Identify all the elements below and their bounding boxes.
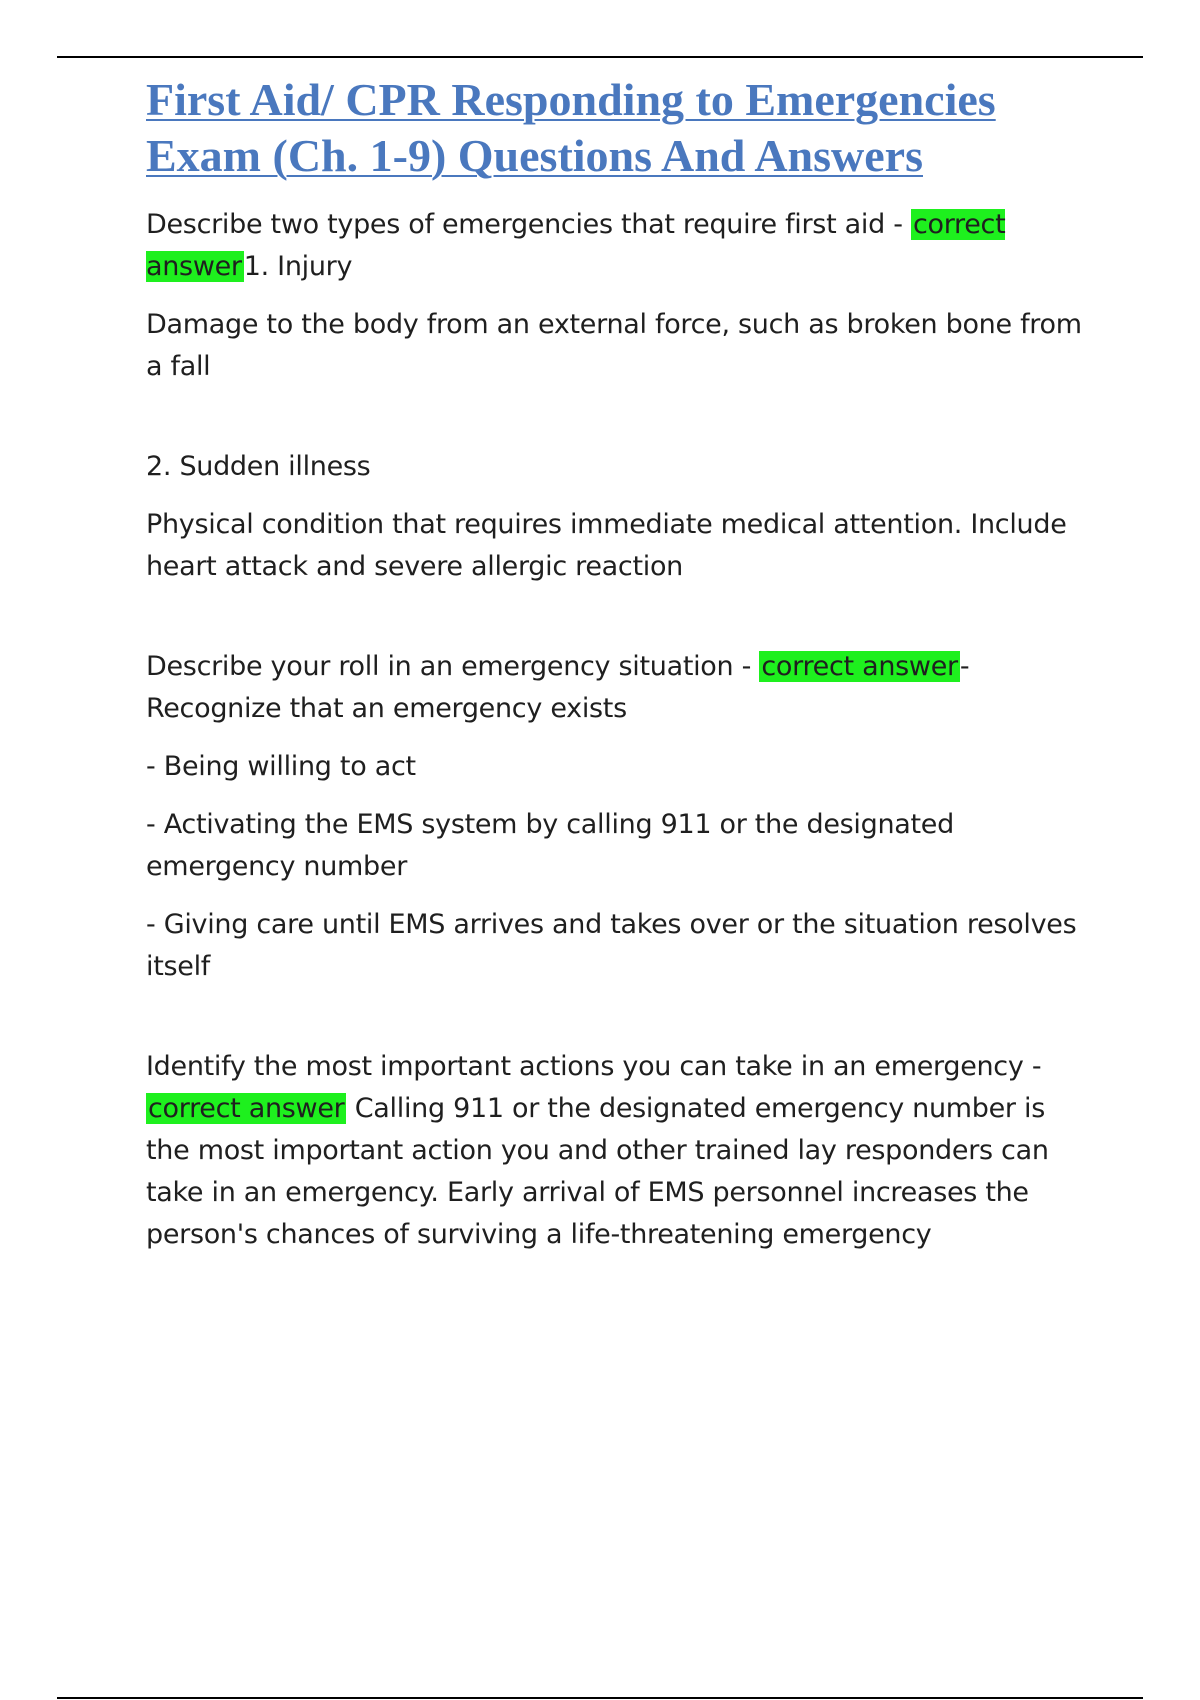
answer-1-line-3: 2. Sudden illness: [146, 451, 371, 482]
answer-marker: correct answer: [761, 651, 958, 682]
question-2-text: Describe your roll in an emergency situation -: [146, 651, 760, 682]
question-3: [146, 1046, 1091, 1256]
document-title: First Aid/ CPR Responding to Emergencies Exam (Ch. 1-9) Questions And Answers: [146, 74, 996, 181]
question-3-text: Identify the most important actions you can take in an emergency -: [146, 1051, 1042, 1082]
answer-2-line-1: - Recognize that an emergency exists: [146, 651, 970, 724]
answer-3-line-1: Calling 911 or the designated emergency number is the most important action you and other trained lay responders can take in an emergency. Early arrival of EMS personnel increases the person's chances of surviving a life-threatening emergency: [146, 1093, 1049, 1250]
top-rule: [57, 56, 1143, 58]
bottom-rule: [57, 1697, 1143, 1699]
question-1: [146, 204, 1091, 288]
answer-1-line-1: 1. Injury: [243, 251, 353, 282]
question-1-text: Describe two types of emergencies that require first aid -: [146, 209, 911, 240]
question-2: [146, 646, 1091, 730]
document-page: [146, 72, 1091, 1272]
answer-2-line-2: - Being willing to act: [146, 751, 416, 782]
answer-2-line-4: - Giving care until EMS arrives and takes over or the situation resolves itself: [146, 909, 1077, 982]
answer-marker: correct answer: [146, 209, 1006, 282]
answer-2-line-3: - Activating the EMS system by calling 911 or the designated emergency number: [146, 809, 954, 882]
answer-1-line-2: Damage to the body from an external force, such as broken bone from a fall: [146, 309, 1082, 382]
answer-1-line-4: Physical condition that requires immediate medical attention. Include heart attack and severe allergic reaction: [146, 509, 1067, 582]
answer-marker: correct answer: [148, 1093, 345, 1124]
